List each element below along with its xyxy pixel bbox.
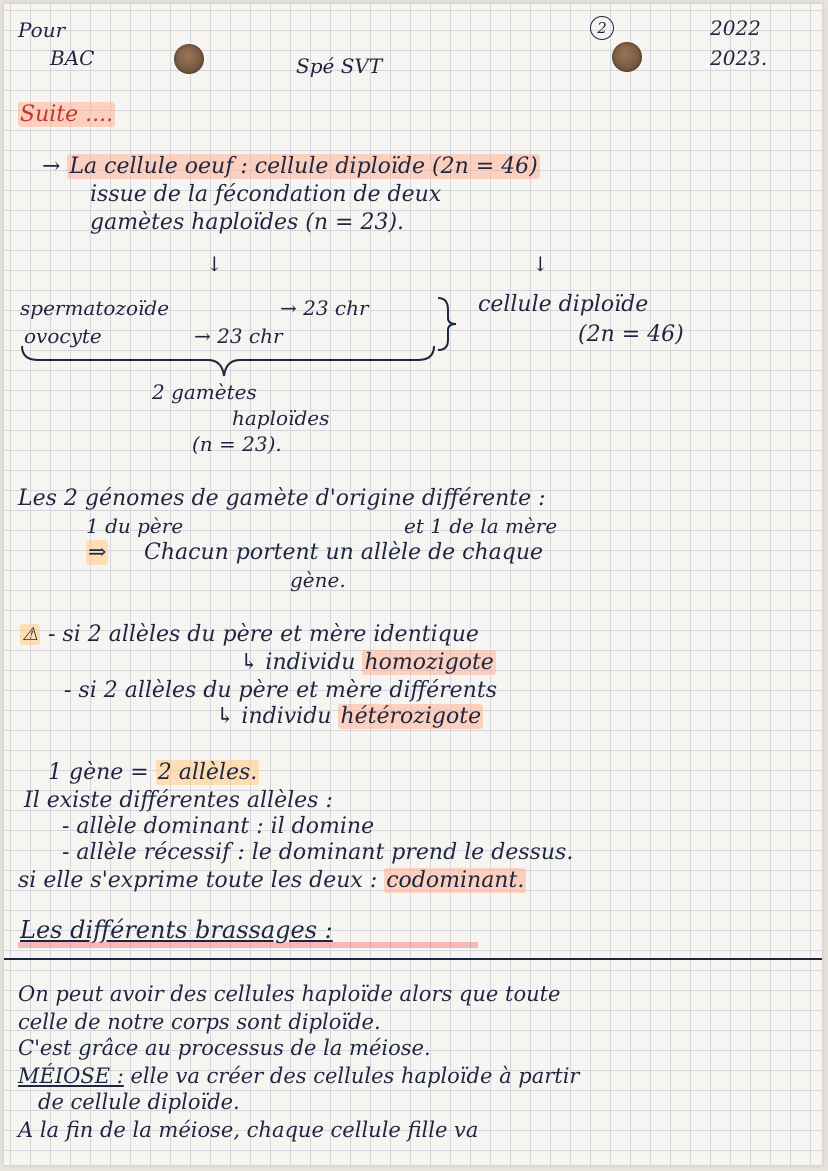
genomes-father: 1 du père bbox=[86, 514, 184, 538]
warning-icon-text: ⚠ bbox=[22, 624, 39, 645]
curly-brace-under bbox=[18, 344, 438, 380]
alleles-line-1-prefix: 1 gène = bbox=[48, 760, 149, 785]
genomes-line-4: gène. bbox=[290, 568, 346, 592]
genomes-mother: et 1 de la mère bbox=[404, 514, 558, 538]
egg-cell-line-1: → La cellule oeuf : cellule diploïde (2n = 46) bbox=[42, 154, 538, 179]
alleles-codominant-prefix: si elle s'exprime toute les deux : bbox=[18, 868, 378, 893]
diploid-cell-label: cellule diploïde bbox=[478, 292, 649, 317]
warning-icon bbox=[20, 626, 40, 644]
alleles-recessive: - allèle récessif : le dominant prend le dessus. bbox=[62, 840, 574, 865]
gametes-line-1: 2 gamètes bbox=[152, 380, 257, 404]
warning-case-2-result bbox=[216, 706, 483, 728]
arrow-down-left-icon: ↓ bbox=[206, 252, 223, 276]
binder-hole-left bbox=[174, 44, 204, 74]
egg-cell-line-1-text: La cellule oeuf : cellule diploïde (2n = 46) bbox=[69, 154, 538, 179]
section-title: Les différents brassages : bbox=[20, 916, 333, 944]
codominant-label: codominant. bbox=[386, 868, 525, 893]
case-1-prefix: ↳ individu bbox=[240, 650, 356, 675]
curly-brace-right bbox=[434, 294, 464, 354]
alleles-dominant: - allèle dominant : il domine bbox=[62, 814, 375, 839]
warning-case-1: - si 2 allèles du père et mère identique bbox=[48, 622, 479, 647]
alleles-line-2: Il existe différentes allèles : bbox=[24, 788, 333, 813]
header-year-2: 2023. bbox=[710, 46, 768, 70]
homozygote-label: homozigote bbox=[364, 650, 494, 675]
genomes-arrow-text: ⇒ bbox=[88, 540, 107, 565]
ovocyte-label: ovocyte bbox=[24, 324, 102, 348]
gametes-line-3: (n = 23). bbox=[192, 432, 282, 456]
warning-case-2: - si 2 allèles du père et mère différents bbox=[64, 678, 497, 703]
warning-case-1-result bbox=[240, 652, 496, 674]
case-2-prefix: ↳ individu bbox=[216, 704, 332, 729]
binder-hole-right bbox=[612, 42, 642, 72]
page-number: 2 bbox=[590, 16, 614, 40]
brassages-line-4 bbox=[18, 1066, 579, 1087]
notebook-page bbox=[4, 4, 822, 1165]
brassages-line-5: de cellule diploïde. bbox=[38, 1090, 240, 1114]
section-divider bbox=[4, 958, 822, 960]
header-subject: Spé SVT bbox=[296, 54, 383, 78]
brassages-line-3: C'est grâce au processus de la méiose. bbox=[18, 1036, 431, 1060]
sperm-chromosomes: → 23 chr bbox=[280, 296, 369, 320]
ovocyte-chromosomes: → 23 chr bbox=[194, 324, 283, 348]
heading-suite-text: Suite .... bbox=[20, 102, 114, 127]
alleles-codominant bbox=[18, 870, 526, 892]
header-year-1: 2022 bbox=[710, 16, 761, 40]
genomes-arrow-icon bbox=[86, 542, 108, 564]
alleles-line-1 bbox=[48, 762, 259, 784]
egg-cell-line-2: issue de la fécondation de deux bbox=[90, 182, 442, 207]
heading-suite bbox=[18, 104, 115, 126]
header-bac: BAC bbox=[50, 46, 95, 70]
genomes-line-1: Les 2 génomes de gamète d'origine différente : bbox=[18, 486, 546, 511]
genomes-line-3: Chacun portent un allèle de chaque bbox=[144, 540, 544, 565]
gametes-line-2: haploïdes bbox=[232, 406, 330, 430]
sperm-label: spermatozoïde bbox=[20, 296, 170, 320]
egg-cell-line-3: gamètes haploïdes (n = 23). bbox=[90, 210, 405, 235]
meiose-label: MÉIOSE : bbox=[18, 1064, 124, 1088]
brassages-line-2: celle de notre corps sont diploïde. bbox=[18, 1010, 381, 1034]
brassages-line-4-rest: elle va créer des cellules haploïde à partir bbox=[130, 1064, 580, 1088]
diploid-cell-count: (2n = 46) bbox=[578, 322, 684, 347]
alleles-count: 2 allèles. bbox=[157, 760, 258, 785]
heterozygote-label: hétérozigote bbox=[340, 704, 482, 729]
arrow-down-right-icon: ↓ bbox=[532, 252, 549, 276]
header-pour: Pour bbox=[18, 18, 66, 42]
brassages-line-1: On peut avoir des cellules haploïde alors que toute bbox=[18, 982, 561, 1006]
brassages-line-6: A la fin de la méiose, chaque cellule fille va bbox=[18, 1118, 479, 1142]
